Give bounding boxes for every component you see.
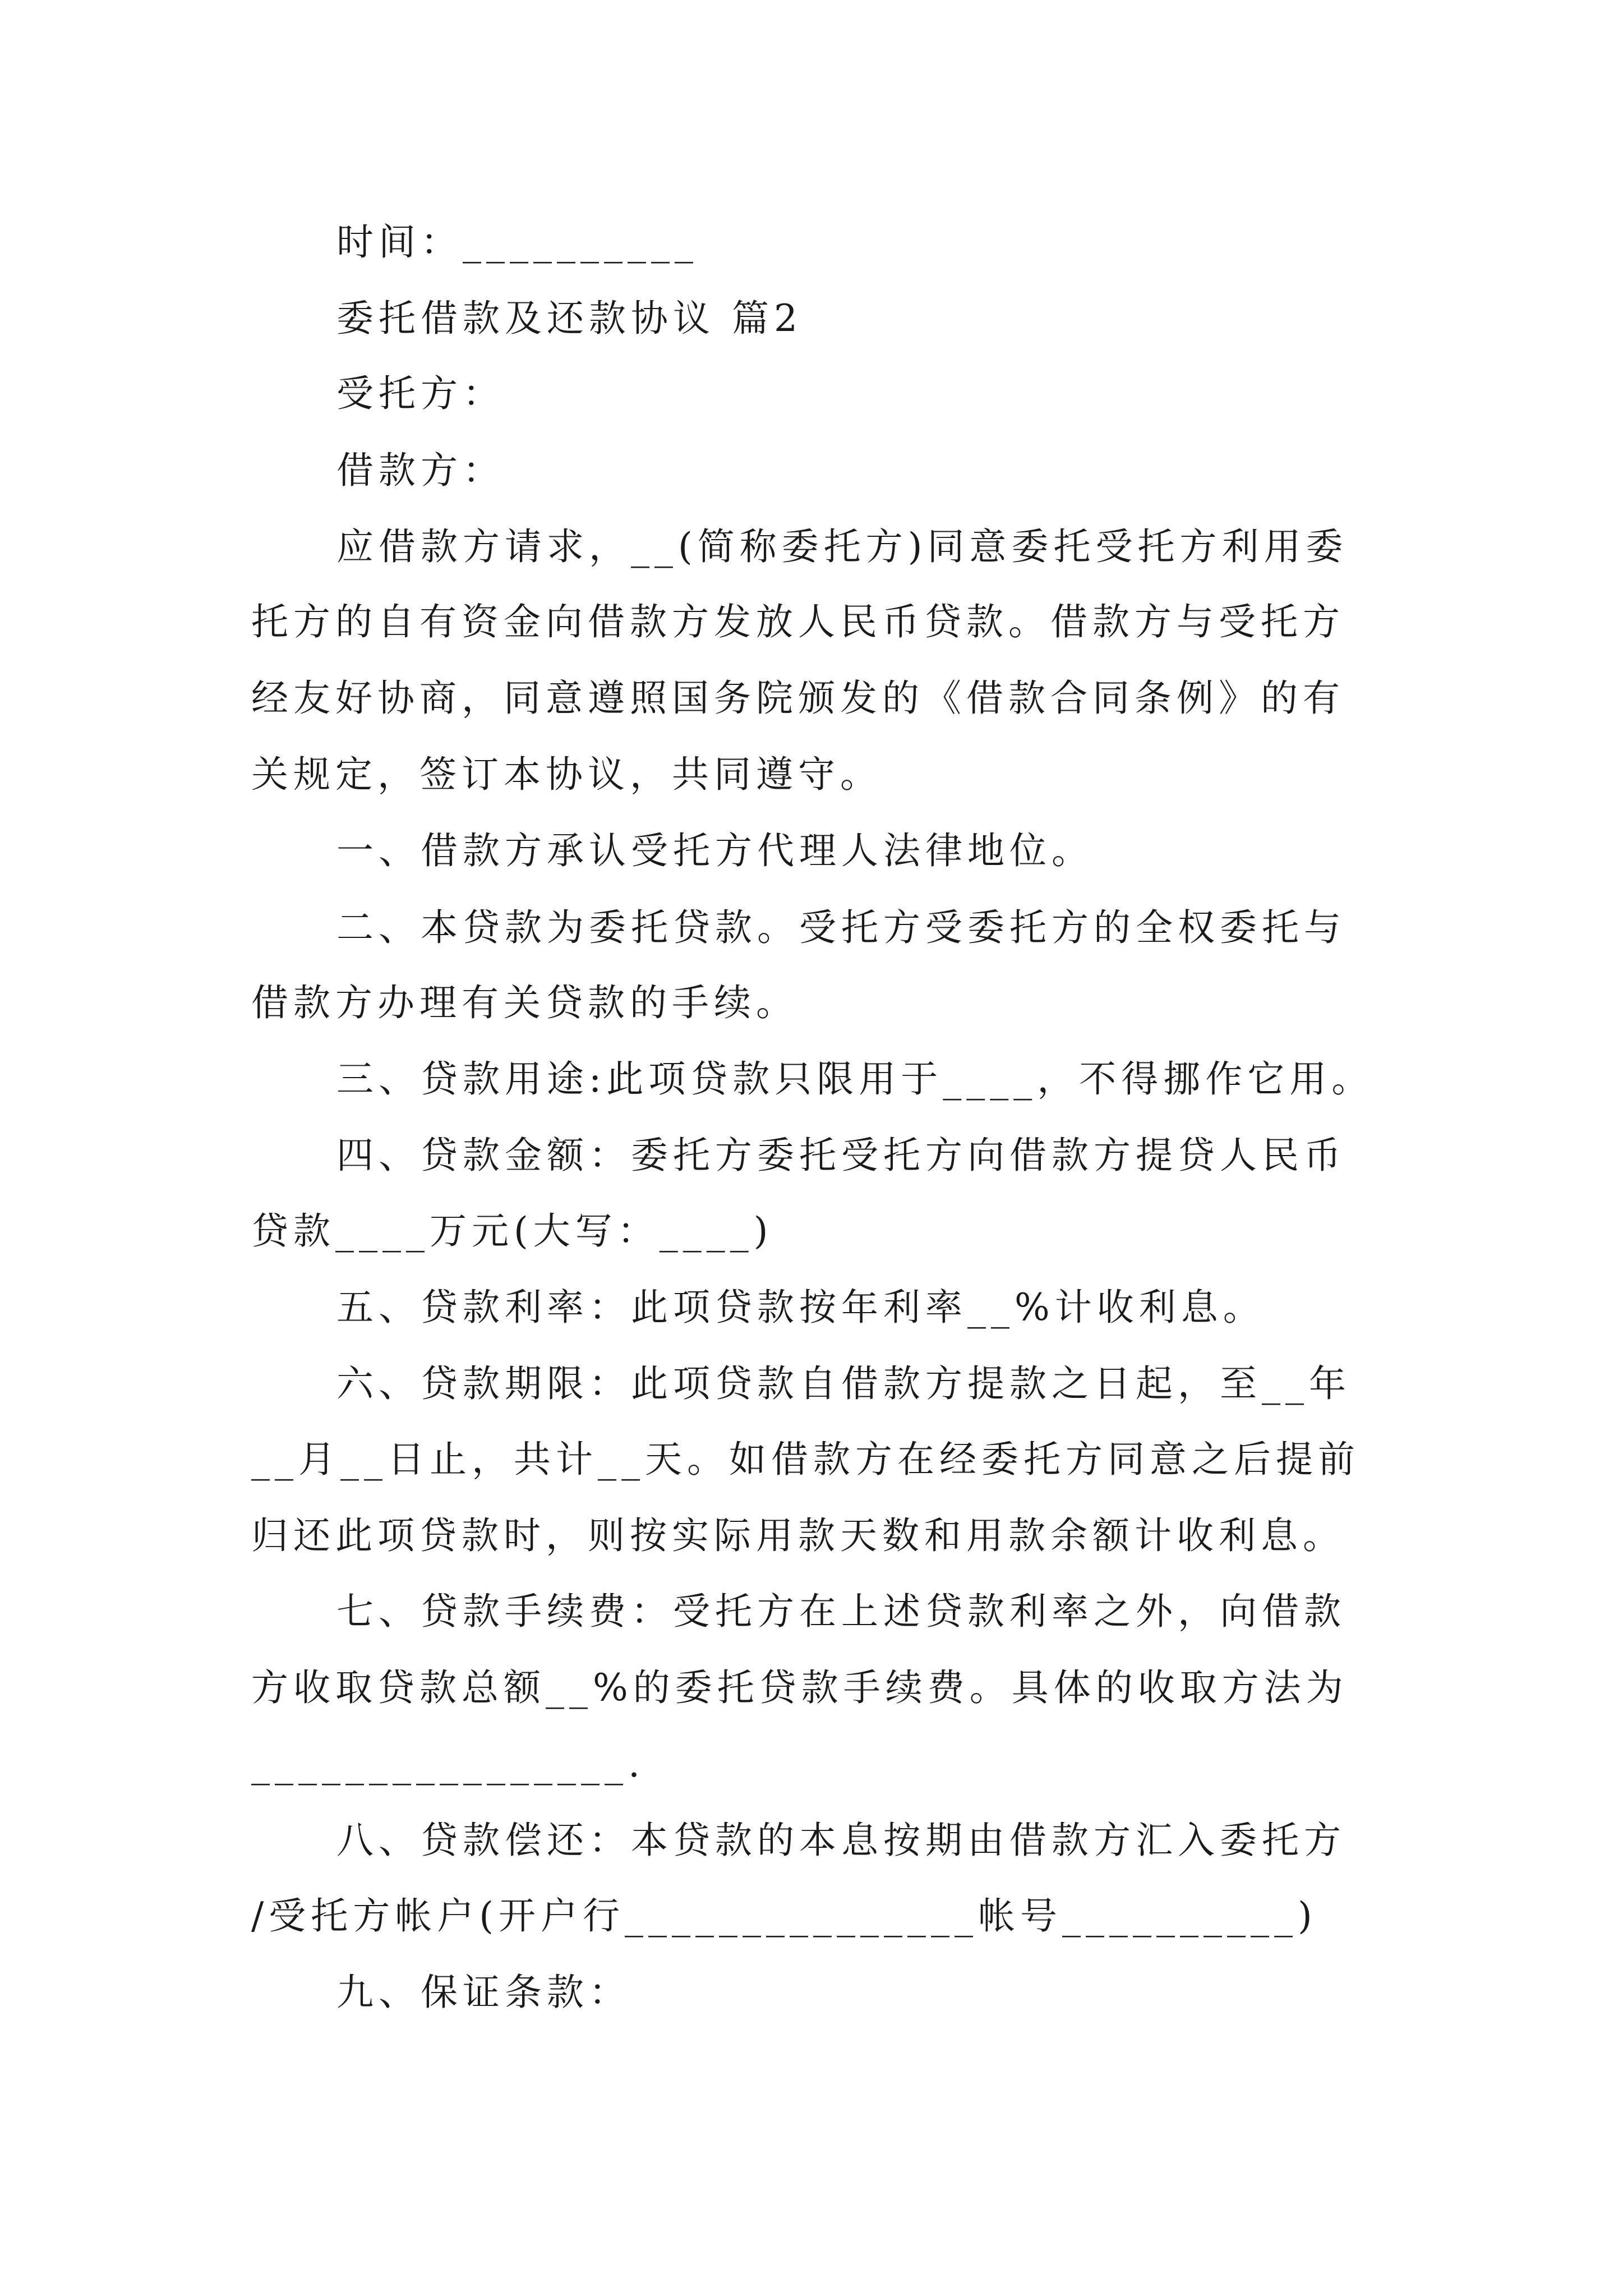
preamble-line-4: 关规定，签订本协议，共同遵守。: [251, 753, 882, 796]
preamble-line-3: 经友好协商，同意遵照国务院颁发的《借款合同条例》的有: [251, 677, 1345, 720]
clause-7-line-3: ________________.: [251, 1742, 645, 1786]
clause-6-line-1: 六、贷款期限：此项贷款自借款方提款之日起，至__年: [336, 1362, 1351, 1405]
clause-1: 一、借款方承认受托方代理人法律地位。: [336, 829, 1094, 872]
time-line: 时间：__________: [336, 220, 698, 264]
clause-8-line-1: 八、贷款偿还：本贷款的本息按期由借款方汇入委托方: [336, 1819, 1346, 1862]
clause-5: 五、贷款利率：此项贷款按年利率__%计收利息。: [336, 1286, 1265, 1329]
trustee-line: 受托方：: [336, 372, 505, 415]
clause-4-line-1: 四、贷款金额：委托方委托受托方向借款方提贷人民币: [336, 1134, 1346, 1177]
borrower-line: 借款方：: [336, 449, 505, 492]
preamble-line-2: 托方的自有资金向借款方发放人民币贷款。借款方与受托方: [251, 600, 1345, 643]
preamble-line-1: 应借款方请求，__(简称委托方)同意委托受托方利用委: [336, 525, 1348, 568]
clause-2-line-1: 二、本贷款为委托贷款。受托方受委托方的全权委托与: [336, 906, 1346, 949]
clause-3: 三、贷款用途:此项贷款只限用于____，不得挪作它用。: [336, 1057, 1374, 1101]
clause-4-line-2: 贷款____万元(大写：____): [251, 1209, 773, 1253]
clause-7-line-1: 七、贷款手续费：受托方在上述贷款利率之外，向借款: [336, 1590, 1346, 1633]
clause-6-line-2: __月__日止，共计__天。如借款方在经委托方同意之后提前: [251, 1438, 1360, 1481]
clause-6-line-3: 归还此项贷款时，则按实际用款天数和用款余额计收利息。: [251, 1514, 1345, 1557]
clause-8-line-2: /受托方帐户(开户行_______________帐号__________): [251, 1894, 1317, 1938]
clause-7-line-2: 方收取贷款总额__%的委托贷款手续费。具体的收取方法为: [251, 1666, 1348, 1709]
document-title: 委托借款及还款协议 篇2: [336, 297, 803, 340]
clause-9: 九、保证条款：: [336, 1971, 631, 2014]
clause-2-line-2: 借款方办理有关贷款的手续。: [251, 981, 798, 1024]
